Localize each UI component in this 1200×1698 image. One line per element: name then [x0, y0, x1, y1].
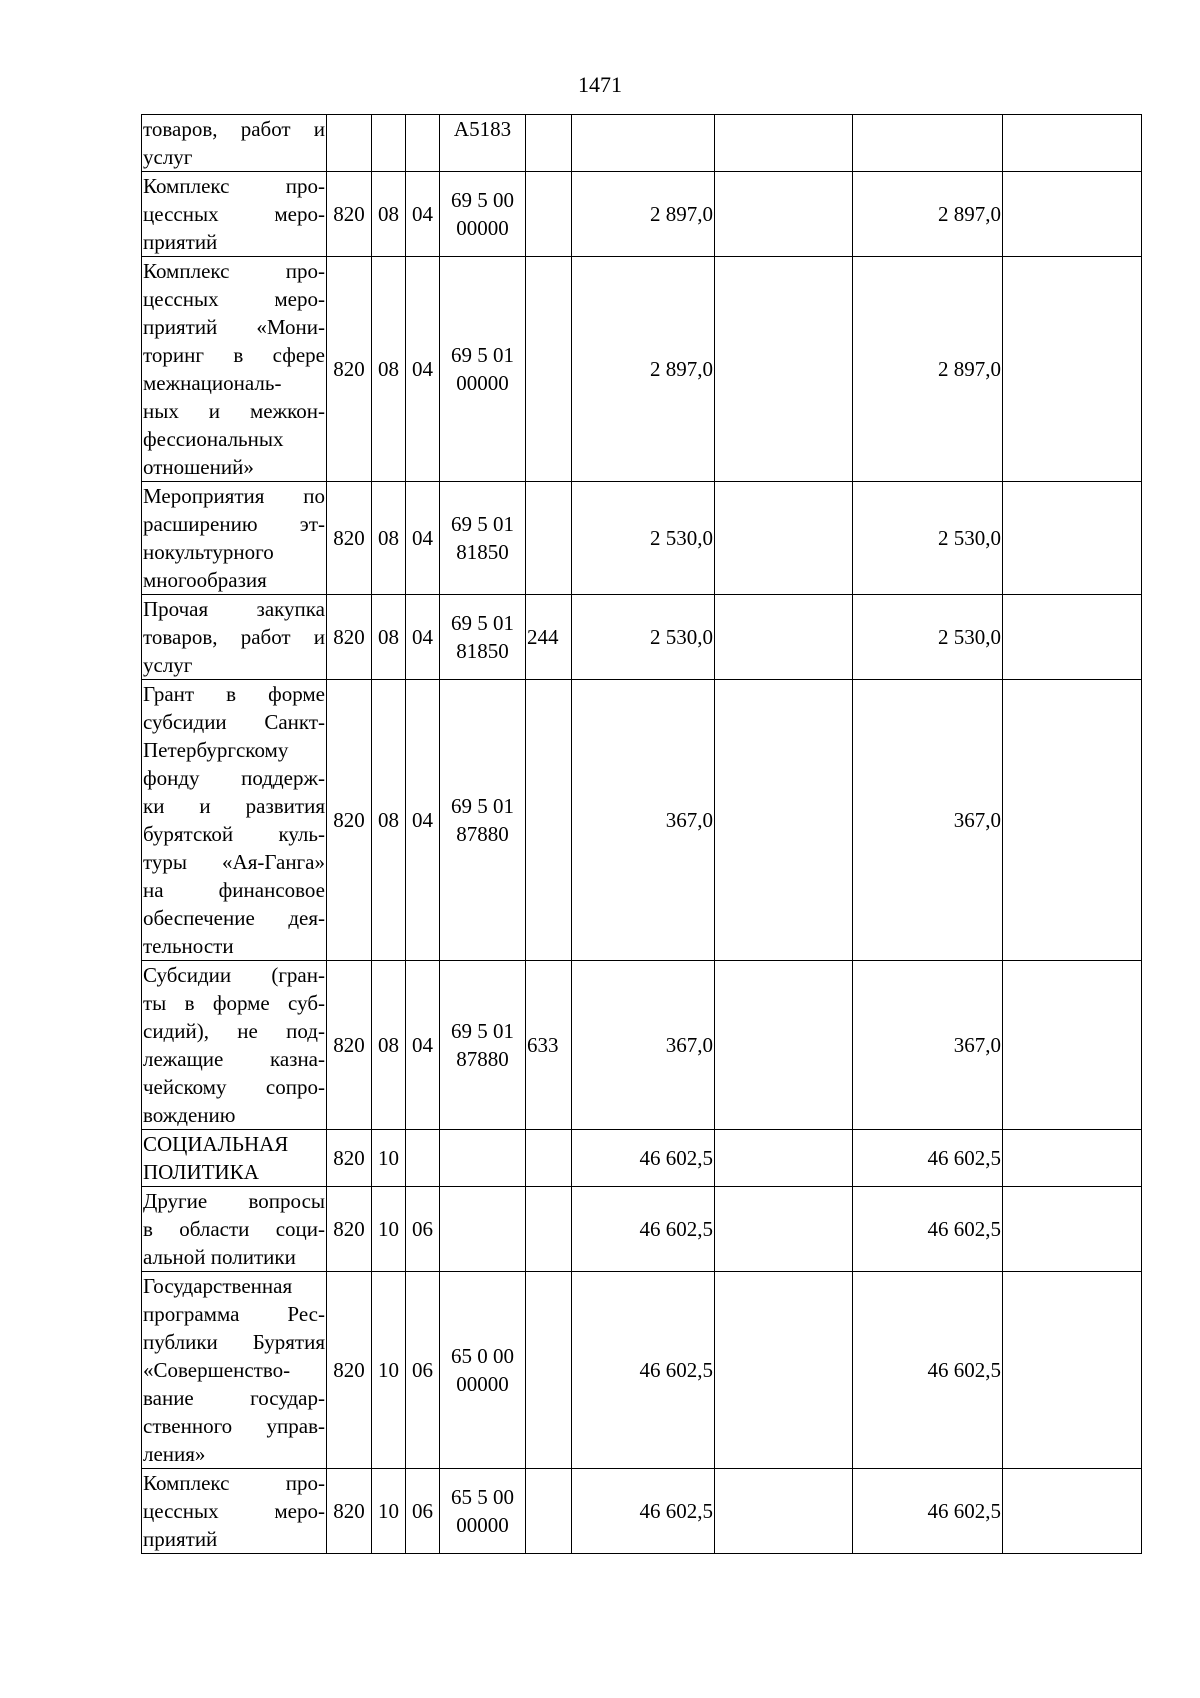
row-name-line: ных и межкон-	[143, 399, 325, 423]
target-article-line: 87880	[456, 822, 509, 846]
empty-cell	[715, 1130, 853, 1187]
amount-cell: 46 602,5	[853, 1130, 1003, 1187]
table-row	[142, 595, 1142, 680]
section-code-cell: 08	[372, 482, 406, 595]
empty-cell	[1003, 961, 1142, 1130]
row-name-line: чейскому сопро-	[143, 1075, 325, 1099]
target-article-line: А5183	[453, 117, 512, 141]
row-name-line: Субсидии (гран-	[143, 963, 325, 987]
target-article-line: 69 5 01	[451, 1019, 514, 1043]
table-row	[142, 115, 1142, 172]
empty-cell	[1003, 115, 1142, 172]
target-article-line: 69 5 00	[451, 188, 514, 212]
expense-type-cell	[526, 172, 572, 257]
target-article-cell	[440, 1272, 526, 1469]
row-name-line: тельности	[143, 934, 234, 958]
amount-cell: 2 897,0	[572, 257, 715, 482]
section-code-cell: 10	[372, 1187, 406, 1272]
row-name-line: Другие вопросы	[143, 1189, 325, 1213]
row-name-line: «Совершенство-	[143, 1358, 291, 1382]
admin-code-cell	[327, 115, 372, 172]
row-name-line: многообразия	[143, 568, 267, 592]
admin-code-cell: 820	[327, 961, 372, 1130]
row-name-line: Прочая закупка	[143, 597, 325, 621]
target-article-line: 69 5 01	[451, 512, 514, 536]
row-name-cell	[142, 1272, 327, 1469]
expense-type-cell: 244	[526, 595, 572, 680]
row-name-line: цессных меро-	[143, 1499, 325, 1523]
row-name-line: субсидии Санкт-	[143, 710, 325, 734]
row-name-line: ственного управ-	[143, 1414, 325, 1438]
table-row	[142, 1272, 1142, 1469]
admin-code-cell: 820	[327, 257, 372, 482]
subsection-code-cell: 04	[406, 172, 440, 257]
expense-type-cell	[526, 482, 572, 595]
target-article-line: 00000	[456, 1372, 509, 1396]
empty-cell	[715, 680, 853, 961]
row-name-line: цессных меро-	[143, 287, 325, 311]
target-article-cell	[440, 1130, 526, 1187]
expense-type-cell	[526, 115, 572, 172]
row-name-line: лежащие казна-	[143, 1047, 325, 1071]
target-article-line: 00000	[456, 216, 509, 240]
target-article-cell	[440, 680, 526, 961]
row-name-line: фессиональных	[143, 427, 284, 451]
budget-table	[141, 114, 1142, 1554]
section-code-cell: 08	[372, 961, 406, 1130]
row-name-line: услуг	[143, 653, 193, 677]
amount-cell: 46 602,5	[572, 1130, 715, 1187]
amount-cell: 2 897,0	[853, 172, 1003, 257]
target-article-cell	[440, 1469, 526, 1554]
empty-cell	[715, 172, 853, 257]
table-row	[142, 1469, 1142, 1554]
budget-table-body	[142, 115, 1142, 1554]
amount-cell: 2 530,0	[853, 595, 1003, 680]
row-name-line: Комплекс про-	[143, 1471, 325, 1495]
section-code-cell: 08	[372, 680, 406, 961]
subsection-code-cell: 06	[406, 1272, 440, 1469]
empty-cell	[715, 961, 853, 1130]
row-name-line: товаров, работ и	[143, 625, 325, 649]
target-article-line: 87880	[456, 1047, 509, 1071]
empty-cell	[715, 1272, 853, 1469]
section-code-cell: 08	[372, 257, 406, 482]
row-name-line: услуг	[143, 145, 193, 169]
admin-code-cell: 820	[327, 1469, 372, 1554]
amount-cell	[853, 115, 1003, 172]
subsection-code-cell: 04	[406, 482, 440, 595]
row-name-line: ты в форме суб-	[143, 991, 325, 1015]
target-article-cell	[440, 595, 526, 680]
row-name-line: Мероприятия по	[143, 484, 325, 508]
empty-cell	[1003, 257, 1142, 482]
target-article-line: 69 5 01	[451, 794, 514, 818]
target-article-line: 81850	[456, 540, 509, 564]
expense-type-cell	[526, 1469, 572, 1554]
subsection-code-cell: 06	[406, 1187, 440, 1272]
row-name-cell	[142, 680, 327, 961]
row-name-cell	[142, 1469, 327, 1554]
target-article-line: 69 5 01	[451, 343, 514, 367]
section-code-cell: 10	[372, 1272, 406, 1469]
amount-cell: 367,0	[853, 961, 1003, 1130]
row-name-line: фонду поддерж-	[143, 766, 325, 790]
amount-cell: 46 602,5	[853, 1469, 1003, 1554]
target-article-line: 00000	[456, 371, 509, 395]
row-name-line: бурятской куль-	[143, 822, 325, 846]
row-name-cell	[142, 1187, 327, 1272]
empty-cell	[1003, 595, 1142, 680]
admin-code-cell: 820	[327, 1187, 372, 1272]
row-name-cell	[142, 172, 327, 257]
row-name-line: приятий	[143, 1527, 218, 1551]
expense-type-cell	[526, 1187, 572, 1272]
empty-cell	[715, 595, 853, 680]
empty-cell	[715, 482, 853, 595]
empty-cell	[1003, 1187, 1142, 1272]
amount-cell: 2 530,0	[853, 482, 1003, 595]
empty-cell	[715, 115, 853, 172]
target-article-cell	[440, 172, 526, 257]
row-name-cell	[142, 115, 327, 172]
row-name-line: Петербургскому	[143, 738, 289, 762]
row-name-line: в области соци-	[143, 1217, 325, 1241]
subsection-code-cell: 04	[406, 680, 440, 961]
subsection-code-cell	[406, 115, 440, 172]
table-row	[142, 482, 1142, 595]
empty-cell	[715, 1187, 853, 1272]
amount-cell: 46 602,5	[853, 1187, 1003, 1272]
amount-cell: 367,0	[853, 680, 1003, 961]
admin-code-cell: 820	[327, 680, 372, 961]
row-name-line: ПОЛИТИКА	[143, 1160, 259, 1184]
row-name-line: приятий «Мони-	[143, 315, 325, 339]
expense-type-cell	[526, 257, 572, 482]
target-article-cell	[440, 961, 526, 1130]
table-row	[142, 680, 1142, 961]
section-code-cell	[372, 115, 406, 172]
section-code-cell: 10	[372, 1469, 406, 1554]
empty-cell	[1003, 1130, 1142, 1187]
amount-cell	[572, 115, 715, 172]
row-name-line: ления»	[143, 1442, 206, 1466]
expense-type-cell: 633	[526, 961, 572, 1130]
row-name-cell	[142, 482, 327, 595]
empty-cell	[1003, 1469, 1142, 1554]
row-name-line: расширению эт-	[143, 512, 325, 536]
amount-cell: 2 530,0	[572, 595, 715, 680]
row-name-line: приятий	[143, 230, 218, 254]
row-name-cell	[142, 257, 327, 482]
row-name-line: отношений»	[143, 455, 254, 479]
target-article-cell	[440, 1187, 526, 1272]
amount-cell: 367,0	[572, 961, 715, 1130]
row-name-cell	[142, 595, 327, 680]
empty-cell	[715, 257, 853, 482]
target-article-line: 81850	[456, 639, 509, 663]
row-name-line: публики Бурятия	[143, 1330, 325, 1354]
row-name-line: альной политики	[143, 1245, 296, 1269]
section-code-cell: 08	[372, 595, 406, 680]
row-name-line: торинг в сфере	[143, 343, 325, 367]
expense-type-cell	[526, 1130, 572, 1187]
table-row	[142, 961, 1142, 1130]
subsection-code-cell: 04	[406, 595, 440, 680]
empty-cell	[1003, 482, 1142, 595]
row-name-line: обеспечение дея-	[143, 906, 325, 930]
admin-code-cell: 820	[327, 595, 372, 680]
table-row	[142, 1187, 1142, 1272]
target-article-line: 00000	[456, 1513, 509, 1537]
row-name-line: вание государ-	[143, 1386, 325, 1410]
admin-code-cell: 820	[327, 1272, 372, 1469]
row-name-line: товаров, работ и	[143, 117, 325, 141]
row-name-line: Государственная	[143, 1274, 293, 1298]
empty-cell	[715, 1469, 853, 1554]
row-name-cell	[142, 961, 327, 1130]
subsection-code-cell	[406, 1130, 440, 1187]
subsection-code-cell: 04	[406, 961, 440, 1130]
row-name-line: Грант в форме	[143, 682, 325, 706]
target-article-line: 69 5 01	[451, 611, 514, 635]
admin-code-cell: 820	[327, 482, 372, 595]
subsection-code-cell: 04	[406, 257, 440, 482]
expense-type-cell	[526, 1272, 572, 1469]
amount-cell: 46 602,5	[572, 1469, 715, 1554]
amount-cell: 46 602,5	[572, 1187, 715, 1272]
empty-cell	[1003, 680, 1142, 961]
admin-code-cell: 820	[327, 172, 372, 257]
section-code-cell: 10	[372, 1130, 406, 1187]
row-name-line: сидий), не под-	[143, 1019, 325, 1043]
amount-cell: 46 602,5	[572, 1272, 715, 1469]
target-article-line: 65 0 00	[451, 1344, 514, 1368]
table-row	[142, 172, 1142, 257]
row-name-line: ки и развития	[143, 794, 325, 818]
amount-cell: 2 897,0	[853, 257, 1003, 482]
subsection-code-cell: 06	[406, 1469, 440, 1554]
empty-cell	[1003, 1272, 1142, 1469]
row-name-line: межнациональ-	[143, 371, 282, 395]
table-row	[142, 257, 1142, 482]
admin-code-cell: 820	[327, 1130, 372, 1187]
section-code-cell: 08	[372, 172, 406, 257]
table-row	[142, 1130, 1142, 1187]
row-name-line: цессных меро-	[143, 202, 325, 226]
page-number: 1471	[578, 72, 622, 97]
target-article-cell	[440, 115, 526, 172]
empty-cell	[1003, 172, 1142, 257]
row-name-line: на финансовое	[143, 878, 325, 902]
target-article-cell	[440, 482, 526, 595]
amount-cell: 2 530,0	[572, 482, 715, 595]
row-name-line: вождению	[143, 1103, 236, 1127]
amount-cell: 367,0	[572, 680, 715, 961]
row-name-line: нокультурного	[143, 540, 274, 564]
row-name-line: туры «Ая-Ганга»	[143, 850, 325, 874]
target-article-line: 65 5 00	[451, 1485, 514, 1509]
expense-type-cell	[526, 680, 572, 961]
amount-cell: 46 602,5	[853, 1272, 1003, 1469]
row-name-line: программа Рес-	[143, 1302, 325, 1326]
row-name-cell	[142, 1130, 327, 1187]
target-article-cell	[440, 257, 526, 482]
row-name-line: Комплекс про-	[143, 174, 325, 198]
row-name-line: СОЦИАЛЬНАЯ	[143, 1132, 289, 1156]
amount-cell: 2 897,0	[572, 172, 715, 257]
row-name-line: Комплекс про-	[143, 259, 325, 283]
